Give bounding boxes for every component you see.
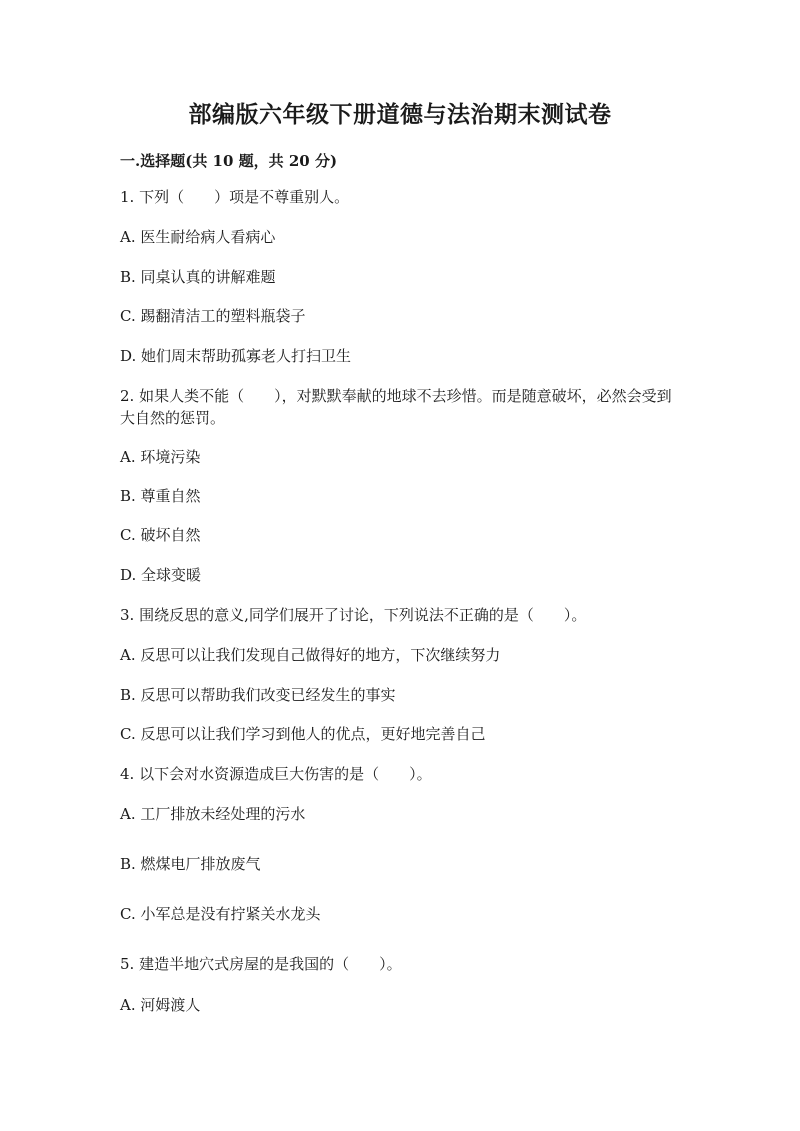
question-5-stem: 5. 建造半地穴式房屋的是我国的（ ）。 [120,955,402,973]
question-4-stem: 4. 以下会对水资源造成巨大伤害的是（ ）。 [120,765,432,783]
section-heading: 一.选择题(共 10 题，共 20 分) [120,152,338,170]
question-2-option-d: D. 全球变暖 [120,566,202,584]
question-5-option-a: A. 河姆渡人 [120,996,201,1014]
question-4-option-b: B. 燃煤电厂排放废气 [120,855,261,873]
page-title: 部编版六年级下册道德与法治期末测试卷 [188,101,612,128]
question-1-option-b: B. 同桌认真的讲解难题 [120,268,276,286]
question-3-option-c: C. 反思可以让我们学习到他人的优点，更好地完善自己 [120,725,486,743]
question-3-option-a: A. 反思可以让我们发现自己做得好的地方，下次继续努力 [120,646,501,664]
question-3-option-b: B. 反思可以帮助我们改变已经发生的事实 [120,686,396,704]
question-4-option-a: A. 工厂排放未经处理的污水 [120,805,306,823]
question-2-option-a: A. 环境污染 [120,448,201,466]
question-1-option-d: D. 她们周末帮助孤寡老人打扫卫生 [120,347,352,365]
question-1-option-c: C. 踢翻清洁工的塑料瓶袋子 [120,307,306,325]
question-1-stem: 1. 下列（ ）项是不尊重别人。 [120,188,350,206]
question-1-option-a: A. 医生耐给病人看病心 [120,228,276,246]
question-2-stem: 2. 如果人类不能（ ），对默默奉献的地球不去珍惜。而是随意破坏，必然会受到大自然的惩罚。 [120,387,672,427]
question-3-stem: 3. 围绕反思的意义,同学们展开了讨论，下列说法不正确的是（ ）。 [120,606,587,624]
question-2-option-b: B. 尊重自然 [120,487,201,505]
question-2-option-c: C. 破坏自然 [120,526,201,544]
question-4-option-c: C. 小军总是没有拧紧关水龙头 [120,905,321,923]
